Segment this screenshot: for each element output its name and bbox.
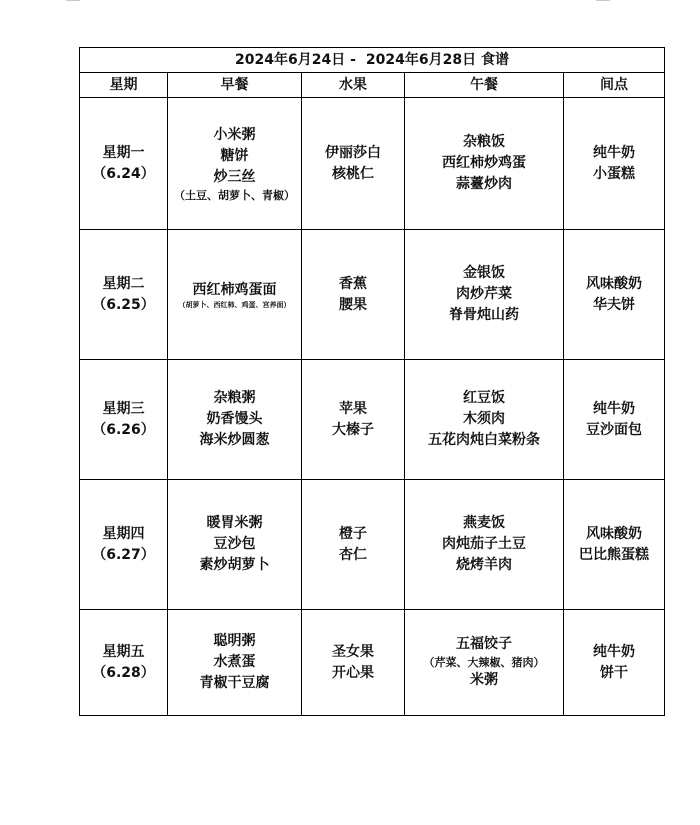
lunch-item: 脊骨炖山药 <box>449 307 519 323</box>
lunch-item: 烧烤羊肉 <box>456 557 512 573</box>
breakfast-item: 聪明粥 <box>213 633 256 649</box>
page-corner-mark-right <box>596 0 610 1</box>
weekday-label: 星期一 <box>102 144 145 161</box>
table-row <box>80 98 665 230</box>
snack-cell <box>564 230 665 360</box>
lunch-cell <box>405 98 564 230</box>
fruit-item: 腰果 <box>339 296 367 313</box>
lunch-item: 杂粮饭 <box>463 134 505 150</box>
lunch-cell <box>405 360 564 480</box>
title-row <box>80 48 665 73</box>
breakfast-item: 海米炒圆葱 <box>199 432 270 448</box>
fruit-cell <box>302 610 405 716</box>
snack-item: 饼干 <box>600 664 629 681</box>
fruit-cell <box>302 98 405 230</box>
fruit-item: 开心果 <box>332 664 374 681</box>
menu-title <box>80 48 665 73</box>
weekday-label: 星期五 <box>102 643 145 660</box>
breakfast-item: 小米粥 <box>213 126 256 143</box>
day-cell <box>80 360 168 480</box>
snack-item: 巴比熊蛋糕 <box>579 546 650 563</box>
page-corner-mark-left <box>66 0 80 1</box>
day-cell <box>80 98 168 230</box>
breakfast-note: （土豆、胡萝卜、青椒） <box>174 188 295 202</box>
breakfast-item: 奶香馒头 <box>206 411 263 427</box>
snack-cell <box>564 480 665 610</box>
table-row <box>80 360 665 480</box>
breakfast-item: 糖饼 <box>220 147 249 164</box>
header-snack: 间点 <box>564 73 665 98</box>
breakfast-cell <box>168 480 302 610</box>
breakfast-cell <box>168 360 302 480</box>
fruit-cell <box>302 230 405 360</box>
header-row <box>80 73 665 98</box>
header-fruit: 水果 <box>302 73 405 98</box>
breakfast-item: 炒三丝 <box>213 168 256 185</box>
fruit-item: 伊丽莎白 <box>325 144 381 161</box>
date-label: （6.28） <box>92 664 155 681</box>
lunch-item: 五花肉炖白菜粉条 <box>428 432 540 448</box>
header-breakfast: 早餐 <box>168 73 302 98</box>
fruit-cell <box>302 480 405 610</box>
breakfast-cell <box>168 98 302 230</box>
breakfast-item: 青椒干豆腐 <box>199 675 270 691</box>
breakfast-cell <box>168 230 302 360</box>
snack-item: 风味酸奶 <box>586 275 643 292</box>
lunch-item: 西红柿炒鸡蛋 <box>442 155 526 171</box>
snack-cell <box>564 98 665 230</box>
date-label: （6.26） <box>92 421 155 438</box>
fruit-item: 橙子 <box>339 525 367 542</box>
menu-title-start: 2024年6月24日 - <box>235 51 356 68</box>
day-cell <box>80 480 168 610</box>
weekday-label: 星期三 <box>102 400 145 417</box>
fruit-cell <box>302 360 405 480</box>
table-row <box>80 610 665 716</box>
breakfast-item: 暖胃米粥 <box>206 515 263 531</box>
header-lunch: 午餐 <box>405 73 564 98</box>
breakfast-item: 西红柿鸡蛋面 <box>192 281 277 298</box>
fruit-item: 大榛子 <box>332 421 374 438</box>
lunch-note: （芹菜、大辣椒、猪肉） <box>423 656 545 669</box>
fruit-item: 苹果 <box>339 400 367 417</box>
fruit-item: 圣女果 <box>332 643 374 660</box>
snack-item: 风味酸奶 <box>586 525 643 542</box>
breakfast-item: 素炒胡萝卜 <box>199 557 270 573</box>
weekday-label: 星期二 <box>102 275 145 292</box>
snack-item: 纯牛奶 <box>593 400 636 417</box>
snack-cell <box>564 610 665 716</box>
day-cell <box>80 610 168 716</box>
lunch-cell <box>405 480 564 610</box>
snack-cell <box>564 360 665 480</box>
snack-item: 纯牛奶 <box>593 643 636 660</box>
weekly-menu-table <box>79 47 665 716</box>
breakfast-note: （胡萝卜、西红柿、鸡蛋、宫养面） <box>178 300 291 309</box>
weekday-label: 星期四 <box>102 525 145 542</box>
lunch-item: 木须肉 <box>463 411 505 427</box>
table-row <box>80 480 665 610</box>
lunch-item: 红豆饭 <box>463 390 505 406</box>
lunch-cell <box>405 610 564 716</box>
snack-item: 小蛋糕 <box>593 165 636 182</box>
lunch-item: 金银饭 <box>463 265 505 281</box>
day-cell <box>80 230 168 360</box>
lunch-item: 蒜薹炒肉 <box>456 176 512 192</box>
breakfast-item: 豆沙包 <box>213 536 256 552</box>
breakfast-item: 水煮蛋 <box>213 654 256 670</box>
snack-item: 豆沙面包 <box>586 421 643 438</box>
lunch-item: 肉炒芹菜 <box>456 286 512 302</box>
menu-title-end: 2024年6月28日 食谱 <box>365 51 509 68</box>
snack-item: 华夫饼 <box>593 296 636 313</box>
lunch-cell <box>405 230 564 360</box>
date-label: （6.27） <box>92 546 155 563</box>
date-label: （6.24） <box>92 165 155 182</box>
lunch-item: 肉炖茄子土豆 <box>442 536 526 552</box>
snack-item: 纯牛奶 <box>593 144 636 161</box>
lunch-item: 米粥 <box>470 672 498 688</box>
date-label: （6.25） <box>92 296 155 313</box>
table-row <box>80 230 665 360</box>
fruit-item: 杏仁 <box>339 546 367 563</box>
fruit-item: 香蕉 <box>339 275 367 292</box>
header-weekday: 星期 <box>80 73 168 98</box>
lunch-item: 燕麦饭 <box>463 515 505 531</box>
breakfast-item: 杂粮粥 <box>213 390 256 406</box>
breakfast-cell <box>168 610 302 716</box>
lunch-item: 五福饺子 <box>456 636 512 652</box>
fruit-item: 核桃仁 <box>332 165 374 182</box>
